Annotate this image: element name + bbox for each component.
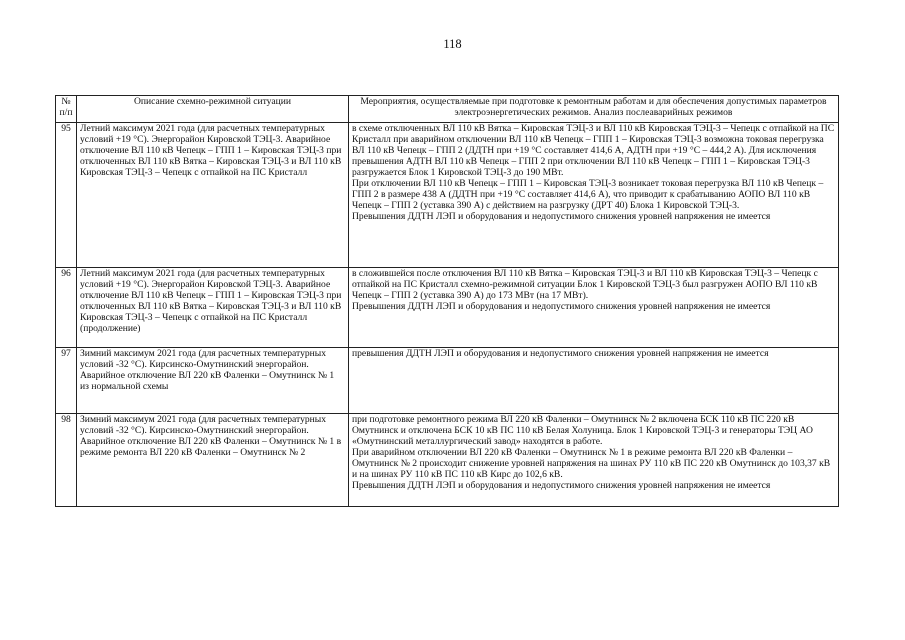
measure-paragraph: Превышения ДДТН ЛЭП и оборудования и недопустимого снижения уровней напряжения не имеется: [352, 211, 771, 222]
header-measures: Мероприятия, осуществляемые при подготовке к ремонтным работам и для обеспечения допустимых параметров электроэнергетических режимов. Анализ послеаварийных режимов: [349, 96, 839, 123]
header-num: № п/п: [56, 96, 77, 123]
header-description: Описание схемно-режимной ситуации: [77, 96, 349, 123]
measure-paragraph: превышения ДДТН ЛЭП и оборудования и недопустимого снижения уровней напряжения не имеется: [352, 348, 769, 359]
row-description: Летний максимум 2021 года (для расчетных температурных условий +19 °С). Энергорайон Кировской ТЭЦ-3. Аварийное отключение ВЛ 110 кВ Чепецк – ГПП 1 – Кировская ТЭЦ-3 при отключенных ВЛ 110 кВ Вятка – Кировская ТЭЦ-3 и ВЛ 110 кВ Кировская ТЭЦ-3 – Чепецк с отпайкой на ПС Кристалл: [77, 123, 349, 268]
row-number: 95: [56, 123, 77, 268]
measure-paragraph: Превышения ДДТН ЛЭП и оборудования и недопустимого снижения уровней напряжения не имеется: [352, 301, 771, 312]
table-row: [56, 414, 839, 507]
measure-paragraph: При отключении ВЛ 110 кВ Чепецк – ГПП 1 – Кировская ТЭЦ-3 возникает токовая перегрузка ВЛ 110 кВ Чепецк – ГПП 2 в размере 438 А (ДДТН при +19 °С составляет 414,6 А), что приводит к срабатыванию АОПО ВЛ 110 кВ Чепецк – ГПП 2 (уставка 390 А) с действием на разгрузку (ДРТ 40) Блока 1 Кировской ТЭЦ-3.: [352, 178, 824, 211]
measure-paragraph: При аварийном отключении ВЛ 220 кВ Фаленки – Омутнинск № 1 в режиме ремонта ВЛ 220 кВ Фаленки – Омутнинск № 2 происходит снижение уровней напряжения на шинах РУ 110 кВ ПС 220 кВ Омутнинск до 103,37 кВ и на шинах РУ 110 кВ ПС 110 кВ Кирс до 102,6 кВ.: [352, 447, 831, 480]
table-header-row: [56, 96, 839, 123]
situations-table: [55, 95, 839, 507]
measure-paragraph: в схеме отключенных ВЛ 110 кВ Вятка – Кировская ТЭЦ-3 и ВЛ 110 кВ Кировская ТЭЦ-3 – Чепецк с отпайкой на ПС Кристалл при аварийном отключении ВЛ 110 кВ Чепецк – ГПП 1 – Кировская ТЭЦ-3 возможна токовая перегрузка ВЛ 110 кВ Чепецк – ГПП 2 (ДДТН при +19 °С составляет 414,6 А, АДТН при +19 °С – 444,2 А). Для исключения превышения АДТН ВЛ 110 кВ Чепецк – ГПП 2 при отключении ВЛ 110 кВ Чепецк – ГПП 1 – Кировская ТЭЦ-3 разгружается Блок 1 Кировской ТЭЦ-3 до 190 МВт.: [352, 123, 835, 178]
measure-paragraph: в сложившейся после отключения ВЛ 110 кВ Вятка – Кировская ТЭЦ-3 и ВЛ 110 кВ Кировская ТЭЦ-3 – Чепецк с отпайкой на ПС Кристалл схемно-режимной ситуации Блок 1 Кировской ТЭЦ-3 был разгружен АОПО ВЛ 110 кВ Чепецк – ГПП 2 (уставка 390 А) до 173 МВт (на 17 МВт).: [352, 268, 818, 301]
row-number: 97: [56, 348, 77, 414]
table-row: [56, 268, 839, 348]
table-row: [56, 123, 839, 268]
row-measures: [349, 348, 839, 414]
measure-paragraph: Превышения ДДТН ЛЭП и оборудования и недопустимого снижения уровней напряжения не имеется: [352, 480, 771, 491]
row-description: Зимний максимум 2021 года (для расчетных температурных условий -32 °С). Кирсинско-Омутнинский энергорайон. Аварийное отключение ВЛ 220 кВ Фаленки – Омутнинск № 1 в режиме ремонта ВЛ 220 кВ Фаленки – Омутнинск № 2: [77, 414, 349, 507]
page-number: 118: [443, 37, 462, 51]
row-description: Зимний максимум 2021 года (для расчетных температурных условий -32 °С). Кирсинско-Омутнинский энергорайон. Аварийное отключение ВЛ 220 кВ Фаленки – Омутнинск № 1 из нормальной схемы: [77, 348, 349, 414]
row-description: Летний максимум 2021 года (для расчетных температурных условий +19 °С). Энергорайон Кировской ТЭЦ-3. Аварийное отключение ВЛ 110 кВ Чепецк – ГПП 1 – Кировская ТЭЦ-3 при отключенных ВЛ 110 кВ Вятка – Кировская ТЭЦ-3 и ВЛ 110 кВ Кировская ТЭЦ-3 – Чепецк с отпайкой на ПС Кристалл (продолжение): [77, 268, 349, 348]
row-measures: [349, 268, 839, 348]
row-number: 96: [56, 268, 77, 348]
table-row: [56, 348, 839, 414]
row-number: 98: [56, 414, 77, 507]
measure-paragraph: при подготовке ремонтного режима ВЛ 220 кВ Фаленки – Омутнинск № 2 включена БСК 110 кВ ПС 220 кВ Омутнинск и отключена БСК 10 кВ ПС 110 кВ Белая Холуница. Блок 1 Кировской ТЭЦ-3 и генераторы ТЭЦ АО «Омутнинский металлургический завод» находятся в работе.: [352, 414, 813, 447]
row-measures: [349, 123, 839, 268]
row-measures: [349, 414, 839, 507]
